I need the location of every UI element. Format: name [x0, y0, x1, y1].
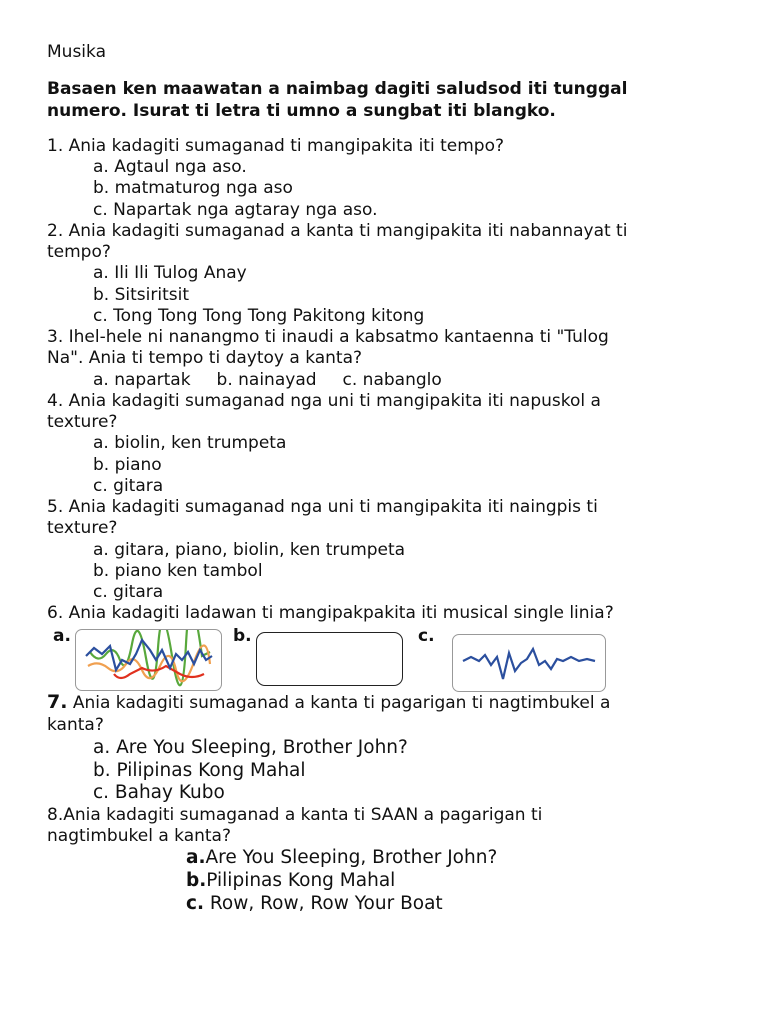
q7-text: Ania kadagiti sumaganad a kanta ti pagarigan ti nagtimbukel a — [72, 693, 611, 713]
q7-option-a: a. Are You Sleeping, Brother John? — [93, 737, 408, 758]
question-2-line-2: tempo? — [47, 242, 111, 262]
question-3-line-1: 3. Ihel-hele ni nanangmo ti inaudi a kabsatmo kantaenna ti "Tulog — [47, 327, 609, 347]
multi-waveform-graphic — [76, 630, 221, 690]
q3-options — [93, 370, 442, 391]
q1-option-b: b. matmaturog nga aso — [93, 178, 293, 198]
q8-option-c — [186, 892, 443, 915]
q8-option-a-letter: a. — [186, 847, 206, 868]
question-2-line-1: 2. Ania kadagiti sumaganad a kanta ti mangipakita iti nabannayat ti — [47, 221, 628, 241]
question-7-line-2: kanta? — [47, 715, 104, 735]
q7-option-b: b. Pilipinas Kong Mahal — [93, 760, 306, 781]
q6-image-b-empty-box[interactable] — [256, 632, 403, 686]
q8-option-b-letter: b. — [186, 870, 207, 891]
q5-option-a: a. gitara, piano, biolin, ken trumpeta — [93, 540, 406, 560]
q2-option-c: c. Tong Tong Tong Tong Pakitong kitong — [93, 306, 425, 326]
question-5-line-1: 5. Ania kadagiti sumaganad nga uni ti mangipakita iti naingpis ti — [47, 497, 598, 517]
q8-option-a-text: Are You Sleeping, Brother John? — [205, 847, 498, 868]
q8-option-c-letter: c. — [186, 893, 204, 914]
question-7-line-1 — [47, 692, 610, 714]
question-4-line-2: texture? — [47, 412, 118, 432]
q6-label-c: c. — [418, 626, 435, 646]
q6-label-b: b. — [233, 626, 252, 646]
instructions-line-1: Basaen ken maawatan a naimbag dagiti saludsod iti tunggal — [47, 79, 628, 99]
single-waveform-graphic — [453, 635, 605, 691]
q3-option-b: b. nainayad — [216, 370, 317, 390]
q1-option-a: a. Agtaul nga aso. — [93, 157, 247, 177]
q1-option-c: c. Napartak nga agtaray nga aso. — [93, 200, 378, 220]
q2-option-a: a. Ili Ili Tulog Anay — [93, 263, 247, 283]
q4-option-c: c. gitara — [93, 476, 164, 496]
question-1: 1. Ania kadagiti sumaganad ti mangipakita iti tempo? — [47, 136, 504, 156]
q6-label-a: a. — [53, 626, 71, 646]
q6-image-c-single-line-wave[interactable] — [452, 634, 606, 692]
q5-option-b: b. piano ken tambol — [93, 561, 263, 581]
question-4-line-1: 4. Ania kadagiti sumaganad nga uni ti mangipakita iti napuskol a — [47, 391, 601, 411]
q8-option-b — [186, 869, 395, 892]
question-6: 6. Ania kadagiti ladawan ti mangipakpakita iti musical single linia? — [47, 603, 614, 623]
q3-option-c: c. nabanglo — [342, 370, 442, 390]
q8-option-c-text: Row, Row, Row Your Boat — [209, 893, 443, 914]
q6-image-a-multi-line-waves[interactable] — [75, 629, 222, 691]
q7-number: 7. — [47, 691, 68, 713]
q7-option-c: c. Bahay Kubo — [93, 782, 225, 803]
q3-option-a: a. napartak — [93, 370, 191, 390]
q4-option-a: a. biolin, ken trumpeta — [93, 433, 287, 453]
instructions-line-2: numero. Isurat ti letra ti umno a sungbat iti blangko. — [47, 101, 556, 121]
question-5-line-2: texture? — [47, 518, 118, 538]
q2-option-b: b. Sitsiritsit — [93, 285, 189, 305]
q8-option-b-text: Pilipinas Kong Mahal — [206, 870, 396, 891]
question-3-line-2: Na". Ania ti tempo ti daytoy a kanta? — [47, 348, 363, 368]
question-8-line-2: nagtimbukel a kanta? — [47, 826, 231, 846]
q4-option-b: b. piano — [93, 455, 162, 475]
q5-option-c: c. gitara — [93, 582, 164, 602]
q8-option-a — [186, 846, 497, 869]
page-title: Musika — [47, 42, 106, 62]
question-8-line-1: 8.Ania kadagiti sumaganad a kanta ti SAAN a pagarigan ti — [47, 805, 543, 825]
